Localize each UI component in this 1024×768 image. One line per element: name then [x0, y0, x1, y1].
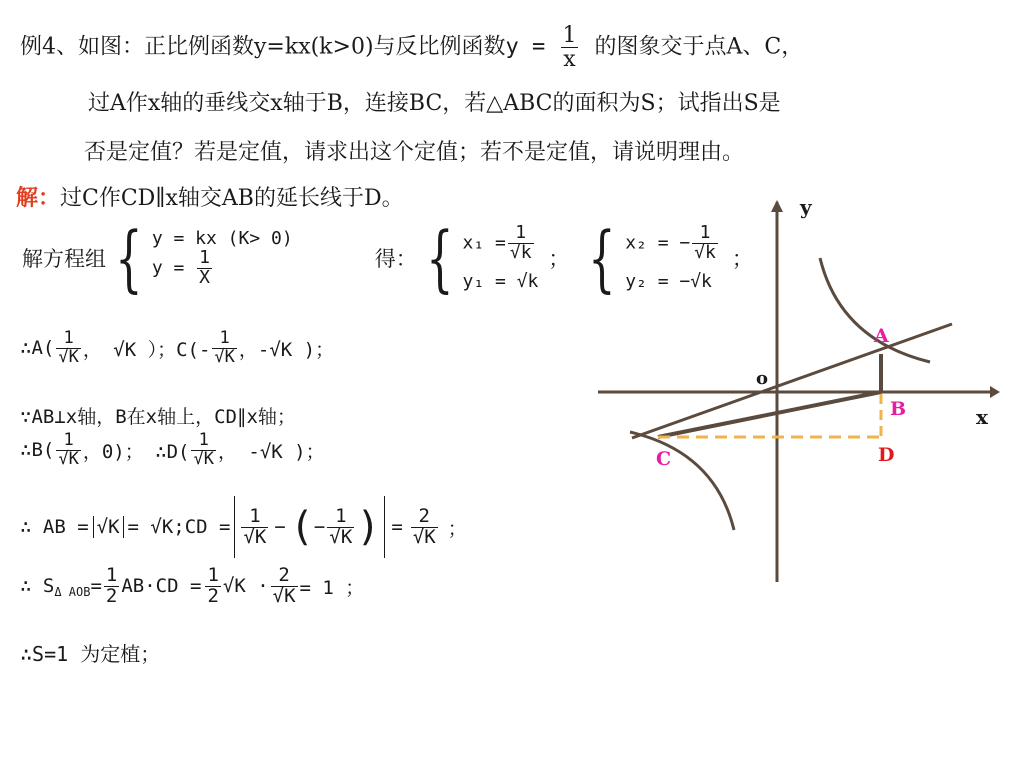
solution-set-1 — [463, 224, 539, 292]
segment-bc — [658, 392, 881, 437]
x-axis-arrow — [990, 386, 1000, 398]
solution-label: 解： — [16, 185, 61, 211]
ab-cd-length-line: ∴ AB = √K = √K;CD = $\frac{1}{√K}$ − ( − $\frac{1}{√K}$ ) = $\frac{2}{√K}$ ； — [20, 496, 467, 558]
sol1-y: y₁ = √k — [462, 270, 539, 292]
system-eq-1: y = kx (K> 0) — [151, 228, 293, 250]
x-axis-label: x — [976, 405, 988, 429]
get-label: 得： — [374, 247, 417, 271]
sol2-y: y₂ = −√k — [625, 270, 712, 292]
solution-1-brace: { — [425, 216, 454, 300]
b-x-fraction: $\frac{1}{√K}$ — [58, 430, 79, 469]
problem-text-1b: 的图象交于点A、C， — [594, 34, 804, 60]
cd-abs: $\frac{1}{√K}$ − ( − $\frac{1}{√K}$ ) — [234, 496, 385, 558]
a-x-fraction: $\frac{1}{√K}$ — [58, 328, 79, 367]
problem-text-1a: 例4、如图：正比例函数y=kx(k>0)与反比例函数 — [20, 34, 506, 60]
point-a-label: A — [874, 325, 889, 347]
sol-separator-2: ； — [731, 247, 753, 271]
y-axis-label: y — [800, 195, 812, 219]
ab-perpendicular-line: ∵AB⊥x轴，B在x轴上，CD∥x轴； — [20, 406, 296, 428]
hyperbola-branch-3 — [630, 432, 734, 530]
final-conclusion: ∴S=1 为定植； — [20, 642, 161, 666]
solution-step-0 — [16, 181, 404, 212]
system-brace: { — [115, 216, 143, 300]
problem-line-1 — [20, 24, 803, 71]
c-x-fraction: $\frac{1}{√K}$ — [214, 328, 235, 367]
sol-separator-1: ； — [548, 247, 570, 271]
area-subscript: Δ AOB — [54, 584, 91, 599]
ab-abs: √K — [93, 516, 124, 538]
area-line: ∴ S Δ AOB = $\frac{1}{2}$ AB·CD = $\frac{1}{2}$ √K · $\frac{2}{√K}$ = 1 ； — [20, 564, 365, 607]
step-0-text: 过C作CD∥x轴交AB的延长线于D。 — [60, 186, 404, 211]
d-x-fraction: $\frac{1}{√K}$ — [193, 430, 214, 469]
point-d-label: D — [878, 444, 895, 466]
cd-result-fraction: $\frac{2}{√K}$ — [412, 504, 436, 548]
y-axis-arrow — [771, 200, 783, 212]
inverse-fn-fraction: $\frac{1}{x}$ — [562, 23, 577, 73]
system-label: 解方程组 — [22, 247, 106, 271]
function-graph — [590, 190, 1000, 590]
points-b-d-line: ∴B( $\frac{1}{√K}$ ，0)； ∴D( $\frac{1}{√K}$ ， -√K )； — [20, 430, 325, 469]
sol1-x: x₁ = $\frac{1}{√k}$ — [462, 222, 532, 263]
problem-line-3: 否是定值？若是定值，请求出这个定值；若不是定值，请说明理由。 — [84, 140, 745, 165]
problem-line-2: 过A作x轴的垂线交x轴于B，连接BC，若△ABC的面积为S；试指出S是 — [88, 91, 781, 116]
solution-2-brace: { — [588, 216, 617, 300]
points-a-c-line: ∴A( $\frac{1}{√K}$ ， √K ）；C(- $\frac{1}{√K}$ ，-√K )； — [20, 328, 335, 367]
system-equations — [152, 228, 293, 288]
system-eq-2: y = $\frac{1}{X}$ — [151, 247, 211, 288]
inverse-fn-lhs: y = — [505, 34, 559, 60]
point-b-label: B — [890, 398, 907, 420]
origin-label: o — [756, 368, 769, 389]
sol2-x: x₂ = − $\frac{1}{√k}$ — [625, 222, 716, 263]
line-y-kx — [632, 324, 952, 438]
point-c-label: C — [656, 448, 672, 470]
